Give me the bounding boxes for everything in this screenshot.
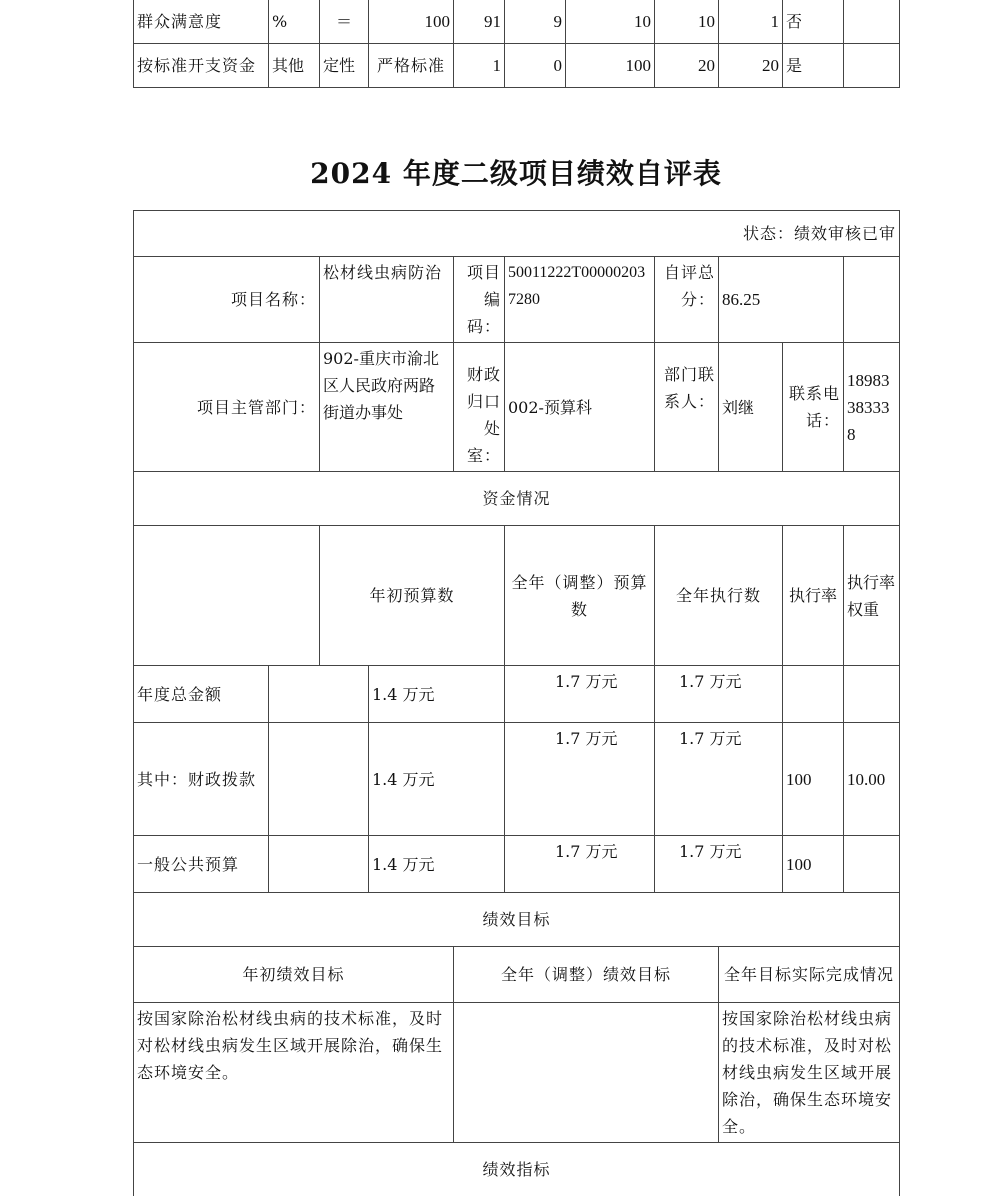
funds-header-adjusted: 全年（调整）预算数 xyxy=(505,526,655,666)
indicator-score: 20 xyxy=(655,44,719,88)
goals-header-row xyxy=(134,947,900,1003)
funds-adjusted: 1.7 万元 xyxy=(505,723,655,836)
funds-section-row xyxy=(134,472,900,526)
funds-rate-weight: 10.00 xyxy=(844,723,900,836)
indicator-name: 按标准开支资金 xyxy=(134,44,269,88)
indicator-target: 100 xyxy=(369,0,454,44)
funds-initial: 1.4 万元 xyxy=(369,666,505,723)
finance-office-label: 财政归口处室： xyxy=(454,343,505,472)
table-row xyxy=(134,723,900,836)
indicator-target: 严格标准 xyxy=(369,44,454,88)
indicator-deviation: 9 xyxy=(505,0,566,44)
funds-executed: 1.7 万元 xyxy=(655,836,783,893)
indicator-reason: 否 xyxy=(783,0,844,44)
indicator-deviation: 0 xyxy=(505,44,566,88)
table-row xyxy=(134,836,900,893)
indicator-category: 其他 xyxy=(269,44,320,88)
funds-header-executed: 全年执行数 xyxy=(655,526,783,666)
department-value: 902-重庆市渝北区人民政府两路街道办事处 xyxy=(320,343,454,472)
contact-person-value: 刘继 xyxy=(719,343,783,472)
table-row xyxy=(134,0,900,44)
indicator-operator: ＝ xyxy=(320,0,369,44)
funds-header-initial: 年初预算数 xyxy=(320,526,505,666)
finance-office-value: 002-预算科 xyxy=(505,343,655,472)
goals-adjusted-text xyxy=(454,1003,719,1143)
self-evaluation-table xyxy=(133,210,900,1196)
indicator-weight: 100 xyxy=(566,44,655,88)
contact-person-label: 部门联系人： xyxy=(655,343,719,472)
goals-section-title: 绩效目标 xyxy=(134,893,900,947)
self-score-value: 86.25 xyxy=(719,257,844,343)
phone-label: 联系电话： xyxy=(783,343,844,472)
department-label: 项目主管部门： xyxy=(134,343,320,472)
funds-row-label: 一般公共预算 xyxy=(134,836,269,893)
indicator-operator: 定性 xyxy=(320,44,369,88)
goals-content-row xyxy=(134,1003,900,1143)
funds-adjusted: 1.7 万元 xyxy=(505,666,655,723)
project-name-label: 项目名称： xyxy=(134,257,320,343)
indicator-deducted: 1 xyxy=(719,0,783,44)
previous-indicator-table xyxy=(133,0,900,88)
indicator-note xyxy=(844,44,900,88)
funds-header-rate: 执行率 xyxy=(783,526,844,666)
indicator-category: % xyxy=(269,0,320,44)
empty-cell xyxy=(269,666,369,723)
funds-section-title: 资金情况 xyxy=(134,472,900,526)
phone-value: 18983383338 xyxy=(844,343,900,472)
funds-initial: 1.4 万元 xyxy=(369,723,505,836)
goals-header-initial: 年初绩效目标 xyxy=(134,947,454,1003)
project-code-label: 项目编码： xyxy=(454,257,505,343)
indicator-actual: 91 xyxy=(454,0,505,44)
project-name-value: 松材线虫病防治 xyxy=(320,257,454,343)
empty-cell xyxy=(269,723,369,836)
indicator-name: 群众满意度 xyxy=(134,0,269,44)
indicators-section-title: 绩效指标 xyxy=(134,1143,900,1196)
funds-executed: 1.7 万元 xyxy=(655,666,783,723)
goals-header-adjusted: 全年（调整）绩效目标 xyxy=(454,947,719,1003)
project-code-value: 50011222T000002037280 xyxy=(505,257,655,343)
empty-cell xyxy=(844,257,900,343)
status-text: 状态：绩效审核已审 xyxy=(134,211,900,257)
funds-rate: 100 xyxy=(783,723,844,836)
indicators-section-row xyxy=(134,1143,900,1196)
indicator-actual: 1 xyxy=(454,44,505,88)
funds-initial: 1.4 万元 xyxy=(369,836,505,893)
goals-section-row xyxy=(134,893,900,947)
funds-row-label: 其中：财政拨款 xyxy=(134,723,269,836)
table-row xyxy=(134,44,900,88)
empty-cell xyxy=(134,526,320,666)
goals-header-actual: 全年目标实际完成情况 xyxy=(719,947,900,1003)
goals-initial-text: 按国家除治松材线虫病的技术标准，及时对松材线虫病发生区域开展除治，确保生态环境安全。 xyxy=(134,1003,454,1143)
table-row xyxy=(134,666,900,723)
indicator-deducted: 20 xyxy=(719,44,783,88)
indicator-reason: 是 xyxy=(783,44,844,88)
funds-header-rate-weight: 执行率权重 xyxy=(844,526,900,666)
indicator-note xyxy=(844,0,900,44)
funds-row-label: 年度总金额 xyxy=(134,666,269,723)
funds-rate: 100 xyxy=(783,836,844,893)
page-title: 2024 年度二级项目绩效自评表 xyxy=(310,157,722,190)
funds-rate xyxy=(783,666,844,723)
status-row xyxy=(134,211,900,257)
self-score-label: 自评总分： xyxy=(655,257,719,343)
project-info-row xyxy=(134,257,900,343)
indicator-weight: 10 xyxy=(566,0,655,44)
indicator-score: 10 xyxy=(655,0,719,44)
department-row xyxy=(134,343,900,472)
funds-executed: 1.7 万元 xyxy=(655,723,783,836)
funds-rate-weight xyxy=(844,836,900,893)
funds-adjusted: 1.7 万元 xyxy=(505,836,655,893)
funds-header-row xyxy=(134,526,900,666)
empty-cell xyxy=(269,836,369,893)
funds-rate-weight xyxy=(844,666,900,723)
goals-actual-text: 按国家除治松材线虫病的技术标准，及时对松材线虫病发生区域开展除治，确保生态环境安全。 xyxy=(719,1003,900,1143)
